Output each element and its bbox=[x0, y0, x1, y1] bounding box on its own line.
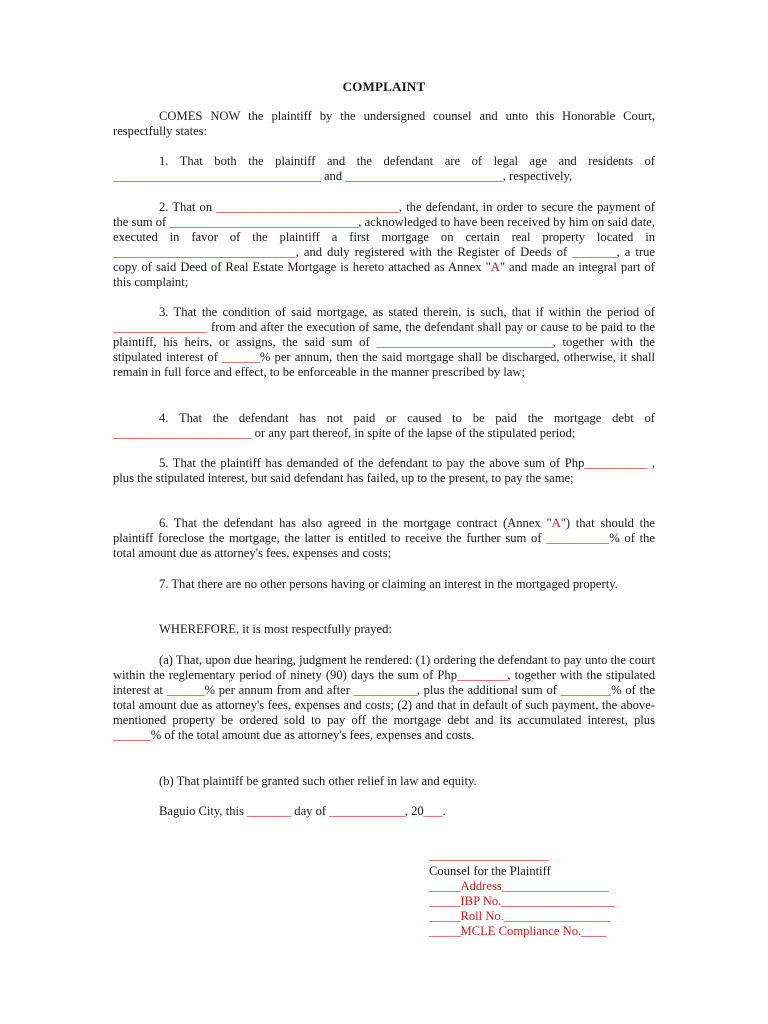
p3-text: 3. That the condition of said mortgage, as stated therein, is such, that if within the period of bbox=[159, 305, 655, 319]
dateline-text: Baguio City, this bbox=[159, 804, 248, 818]
p6-annex-letter: A bbox=[551, 516, 561, 530]
p2-blank-date: _____________________________ bbox=[216, 200, 399, 214]
pa-text: % of the total amount due as attorney's fees, expenses and costs. bbox=[150, 728, 475, 743]
paragraph-7: 7. That there are no other persons having or claiming an interest in the mortgaged property. bbox=[159, 577, 618, 591]
p1-text: 1. That both the plaintiff and the defendant are of legal age and residents of bbox=[159, 154, 655, 168]
p1-text: and bbox=[320, 169, 346, 184]
address-field: _____Address_________________ bbox=[429, 879, 609, 893]
signature-line: ___________________ bbox=[429, 848, 549, 862]
dateline-blank-year: ___ bbox=[423, 804, 443, 818]
paragraph-4 bbox=[113, 411, 655, 441]
pa-text: , plus the additional sum of bbox=[416, 683, 561, 698]
p5-blank-amount: __________ bbox=[584, 456, 648, 470]
p2-blank-registry: _______ bbox=[572, 245, 617, 260]
p3-blank-sum: ____________________________ bbox=[376, 335, 553, 350]
pa-blank-amount: ________ bbox=[457, 668, 508, 683]
dateline-text: , 20 bbox=[404, 804, 424, 818]
ibp-number-field: _____IBP No.__________________ bbox=[429, 894, 615, 908]
p6-text: % of the total amount due as attorney's fees, expenses and costs; bbox=[113, 531, 655, 561]
pa-text: % of the total amount due as attorney's fees, expenses and costs; (2) and that in default of such payment, the above-mentioned property be ordered sold to pay off the mortgage debt and its accumulated interest, plus bbox=[113, 683, 655, 728]
p2-text: , and duly registered with the Register of Deeds of bbox=[295, 245, 573, 260]
p2-blank-location: _____________________________ bbox=[113, 245, 296, 260]
pa-blank-additional: ________ bbox=[560, 683, 612, 698]
pa-blank-fees: ______ bbox=[113, 728, 151, 743]
intro-paragraph: COMES NOW the plaintiff by the undersigned counsel and unto this Honorable Court, respectfully states: bbox=[113, 109, 655, 139]
roll-number-field: _____Roll No._________________ bbox=[429, 909, 611, 923]
p3-text: from and after the execution of same, the defendant shall pay or cause to be paid to the plaintiff, his heirs, or assigns, the said sum of bbox=[113, 320, 655, 350]
p6-text: 6. That the defendant has also agreed in the mortgage contract (Annex " bbox=[159, 516, 552, 530]
dateline bbox=[113, 804, 655, 819]
p4-text: or any part thereof, in spite of the lapse of the stipulated period; bbox=[251, 426, 576, 441]
pa-text: , together with the stipulated interest at bbox=[113, 668, 656, 698]
p3-text: , together with the stipulated interest of bbox=[113, 335, 655, 365]
p5-text: 5. That the plaintiff has demanded of the defendant to pay the above sum of Php bbox=[159, 456, 585, 470]
p4-blank-debt: ______________________ bbox=[113, 426, 252, 441]
p4-text: 4. That the defendant has not paid or caused to be paid the mortgage debt of bbox=[159, 411, 655, 425]
prayer-b: (b) That plaintiff be granted such other relief in law and equity. bbox=[159, 774, 477, 788]
p2-text: , the defendant, in order to secure the payment of the sum of bbox=[113, 200, 655, 230]
dateline-text: . bbox=[442, 804, 446, 818]
wherefore-clause: WHEREFORE, it is most respectfully prayed: bbox=[159, 622, 392, 636]
pa-text: (a) That, upon due hearing, judgment he rendered: (1) ordering the defendant to pay unto the court within the reglementary period of ninety (90) days the sum of Php bbox=[113, 653, 655, 683]
p2-text: , a true copy of said Deed of Real Estate Mortgage is hereto attached as Annex " bbox=[113, 245, 655, 275]
pa-text: % per annum from and after bbox=[204, 683, 354, 698]
p2-blank-sum: ______________________________ bbox=[169, 215, 359, 230]
paragraph-2 bbox=[113, 200, 655, 291]
p6-blank-percent: __________ bbox=[546, 531, 610, 546]
paragraph-5 bbox=[113, 456, 655, 486]
paragraph-6 bbox=[113, 516, 655, 561]
dateline-text: day of bbox=[291, 804, 330, 818]
dateline-blank-month: ____________ bbox=[329, 804, 405, 818]
p5-text: , plus the stipulated interest, but said defendant has failed, up to the present, to pay the same; bbox=[113, 456, 655, 486]
p3-text: % per annum, then the said mortgage shall be discharged, otherwise, it shall remain in full force and effect, to be enforceable in the manner prescribed by law; bbox=[113, 350, 655, 380]
p1-blank-plaintiff-residence: _________________________________ bbox=[113, 169, 321, 184]
pa-blank-interest: ______ bbox=[166, 683, 205, 698]
p6-text: ") that should the plaintiff foreclose the mortgage, the latter is entitled to receive the further sum of bbox=[113, 516, 655, 546]
document-title: COMPLAINT bbox=[342, 79, 426, 94]
dateline-blank-day: _______ bbox=[247, 804, 292, 818]
p3-blank-interest: ______ bbox=[222, 350, 260, 365]
p3-blank-period: _______________ bbox=[113, 320, 208, 335]
paragraph-1 bbox=[113, 154, 655, 184]
p1-blank-defendant-residence: _________________________ bbox=[345, 169, 503, 184]
prayer-a bbox=[113, 653, 655, 744]
pa-blank-date: __________ bbox=[353, 683, 417, 698]
p2-text: " and made an integral part of this complaint; bbox=[113, 260, 655, 290]
mcle-compliance-field: _____MCLE Compliance No.____ bbox=[429, 924, 607, 938]
p2-annex-letter: A bbox=[490, 260, 500, 275]
p1-text: , respectively, bbox=[502, 169, 573, 184]
p2-text: , acknowledged to have been received by him on said date, executed in favor of the plaintiff a first mortgage on certain real property located in bbox=[113, 215, 655, 245]
p2-text: 2. That on bbox=[159, 200, 217, 214]
paragraph-3 bbox=[113, 305, 655, 380]
counsel-label: Counsel for the Plaintiff bbox=[429, 864, 551, 878]
